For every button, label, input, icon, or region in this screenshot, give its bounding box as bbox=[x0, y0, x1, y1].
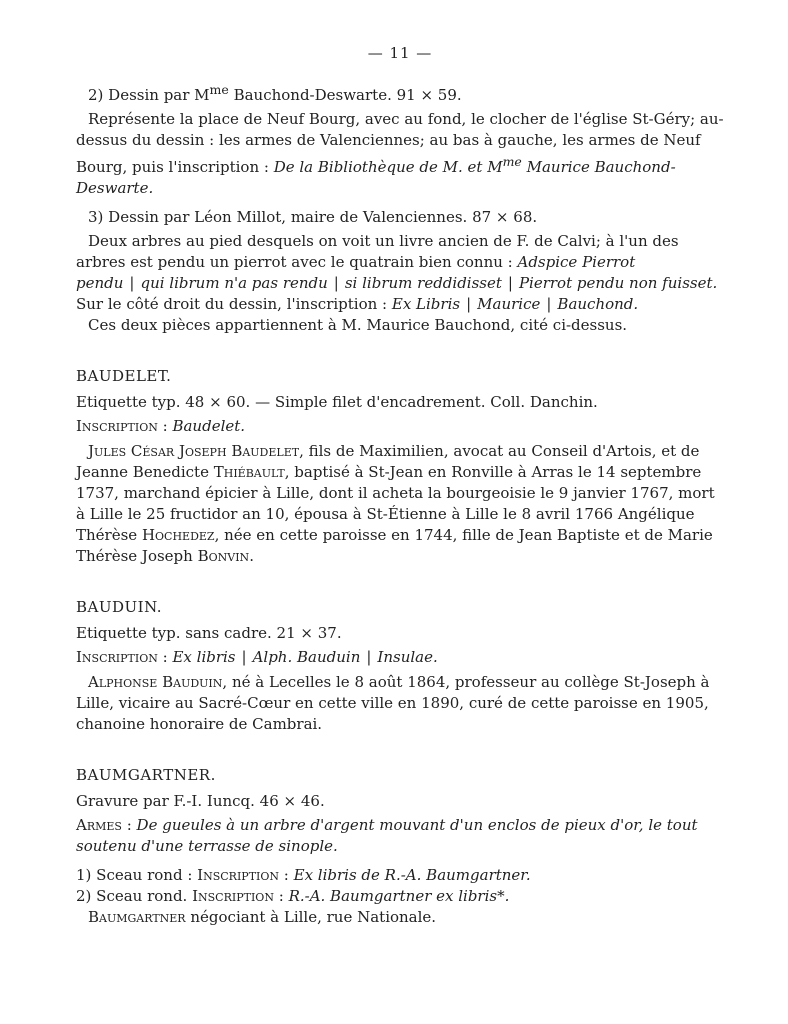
item-3: 3) Dessin par Léon Millot, maire de Valenciennes. 87 × 68. bbox=[88, 208, 538, 226]
baudelet-inscription: Inscription : Baudelet. bbox=[76, 417, 246, 435]
bauduin-inscription: Inscription : Ex libris | Alph. Bauduin | Insulae. bbox=[76, 648, 438, 666]
baudelet-biography: Jules César Joseph Baudelet, fils de Maximilien, avocat au Conseil d'Artois, et de Jeanne Benedicte Thiébault, baptisé à St-Jean en Ronville à Arras le 14 septembre 1737, marchand épicier à Lille, dont il acheta la bourgeoisie le 9 janvier 1767, mort à Lille le 25 fructidor an 10, épousa à St-Étienne à Lille le 8 avril 1766 Angélique Thérèse Hochedez, née en cette paroisse en 1744, fille de Jean Baptiste et de Marie Thérèse Joseph Bonvin. bbox=[76, 442, 715, 565]
baumgartner-note: Baumgartner négociant à Lille, rue Nationale. bbox=[88, 908, 437, 926]
ownership-note: Ces deux pièces appartiennent à M. Maurice Bauchond, cité ci-dessus. bbox=[88, 316, 628, 334]
baudelet-label: Etiquette typ. 48 × 60. — Simple filet d'encadrement. Coll. Danchin. bbox=[76, 393, 598, 411]
baumgartner-seal-2: 2) Sceau rond. Inscription : R.-A. Baumgartner ex libris*. bbox=[76, 887, 510, 905]
heading-baumgartner: BAUMGARTNER. bbox=[76, 766, 216, 784]
bauduin-biography: Alphonse Bauduin, né à Lecelles le 8 août 1864, professeur au collège St-Joseph à Lille, vicaire au Sacré-Cœur en cette ville en 1890, curé de cette paroisse en 1905, chanoine honoraire de Cambrai. bbox=[76, 673, 710, 733]
item-2: 2) Dessin par $M^{me}$ Bauchond-Deswarte. 91 × 59. bbox=[88, 82, 462, 104]
item-3-description: Deux arbres au pied desquels on voit un livre ancien de F. de Calvi; à l'un des arbres est pendu un pierrot avec le quatrain bien connu : Adspice Pierrot pendu | qui librum n'a pas rendu | si librum reddidisset | Pierrot pendu non fuisset. Sur le côté droit du dessin, l'inscription : Ex Libris | Maurice | Bauchond. bbox=[76, 232, 718, 313]
baumgartner-arms: Armes : De gueules à un arbre d'argent mouvant d'un enclos de pieux d'or, le tout soutenu d'une terrasse de sinople. bbox=[76, 816, 698, 855]
page bbox=[76, 44, 724, 928]
baumgartner-engraving: Gravure par F.-I. Iuncq. 46 × 46. bbox=[76, 792, 325, 810]
baumgartner-seal-1: 1) Sceau rond : Inscription : Ex libris de R.-A. Baumgartner. bbox=[76, 866, 531, 884]
page-number: — 11 — bbox=[367, 44, 433, 62]
heading-bauduin: BAUDUIN. bbox=[76, 598, 163, 616]
item-2-description: Représente la place de Neuf Bourg, avec au fond, le clocher de l'église St-Géry; au-dessus du dessin : les armes de Valenciennes; au bas à gauche, les armes de Neuf Bourg, puis l'inscription : De la Bibliothèque de M. et $M^{me}$ Maurice Bauchond-Deswarte. bbox=[76, 110, 724, 197]
heading-baudelet: BAUDELET. bbox=[76, 367, 172, 385]
bauduin-label: Etiquette typ. sans cadre. 21 × 37. bbox=[76, 624, 342, 642]
